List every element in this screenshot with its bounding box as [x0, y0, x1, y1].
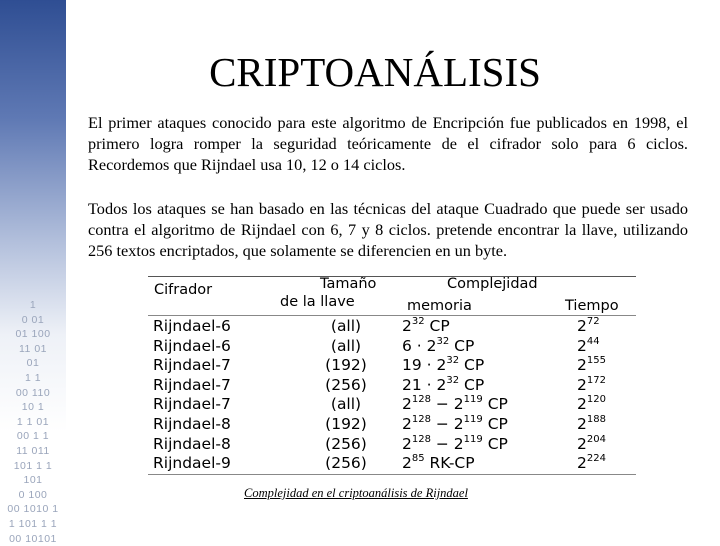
- cell-tiempo: [577, 454, 606, 473]
- table-row: [145, 435, 639, 455]
- term: CP: [425, 317, 450, 335]
- cell-tiempo: [577, 317, 600, 336]
- term: 19 · 2: [402, 356, 446, 374]
- header-tiempo: Tiempo: [565, 298, 619, 314]
- header-complejidad: Complejidad: [447, 276, 538, 292]
- binary-line: 00 1010 1: [0, 502, 66, 517]
- table-bottom-rule: [148, 474, 636, 475]
- exponent: 119: [464, 394, 483, 405]
- cell-tamano: (256): [311, 376, 381, 395]
- term: CP: [483, 435, 508, 453]
- cell-tiempo: [577, 376, 606, 395]
- term: RK-CP: [425, 454, 475, 472]
- term: 2: [402, 435, 412, 453]
- exponent: 32: [446, 355, 459, 366]
- term: 2: [577, 317, 587, 335]
- cell-cifrador: Rijndael-8: [153, 435, 231, 454]
- exponent: 44: [587, 336, 600, 347]
- cell-memoria: [402, 415, 508, 434]
- table-row: [145, 337, 639, 357]
- binary-digits-decoration: [0, 298, 66, 546]
- term: − 2: [431, 435, 464, 453]
- complexity-table: [145, 272, 639, 477]
- term: 2: [577, 435, 587, 453]
- exponent: 172: [587, 375, 606, 386]
- table-row: [145, 415, 639, 435]
- cell-memoria: [402, 376, 484, 395]
- term: 2: [577, 337, 587, 355]
- cell-tiempo: [577, 356, 606, 375]
- exponent: 128: [412, 414, 431, 425]
- exponent: 119: [464, 434, 483, 445]
- term: − 2: [431, 395, 464, 413]
- binary-line: 1 1: [0, 371, 66, 386]
- term: CP: [483, 415, 508, 433]
- binary-line: 101: [0, 473, 66, 488]
- header-tamano: Tamaño: [320, 276, 376, 292]
- exponent: 85: [412, 453, 425, 464]
- term: 2: [577, 356, 587, 374]
- table-header-rule: [148, 315, 636, 316]
- binary-line: 1 101 1 1: [0, 517, 66, 532]
- binary-line: 10 1: [0, 400, 66, 415]
- binary-line: 0 100: [0, 488, 66, 503]
- term: 2: [402, 454, 412, 472]
- cell-tamano: (192): [311, 415, 381, 434]
- cell-cifrador: Rijndael-7: [153, 395, 231, 414]
- cell-tamano: (192): [311, 356, 381, 375]
- exponent: 32: [446, 375, 459, 386]
- binary-line: 1 1 01: [0, 415, 66, 430]
- cell-tamano: (256): [311, 454, 381, 473]
- exponent: 120: [587, 394, 606, 405]
- binary-line: 01: [0, 356, 66, 371]
- binary-line: 00 1 1: [0, 429, 66, 444]
- header-cifrador: Cifrador: [154, 282, 212, 298]
- table-row: [145, 317, 639, 337]
- cell-tamano: (256): [311, 435, 381, 454]
- term: CP: [449, 337, 474, 355]
- binary-line: 11 01: [0, 342, 66, 357]
- table-top-rule: [148, 276, 636, 277]
- exponent: 128: [412, 394, 431, 405]
- paragraph-square-attack: Todos los ataques se han basado en las técnicas del ataque Cuadrado que puede ser usado contra el algoritmo de Rijndael con 6, 7 y 8 ciclos. pretende encontrar la llave, utilizando 256 textos encriptados, que solamente se diferencien en un byte.: [88, 198, 688, 261]
- exponent: 188: [587, 414, 606, 425]
- term: CP: [483, 395, 508, 413]
- header-de-la-llave: de la llave: [280, 294, 355, 310]
- cell-tiempo: [577, 395, 606, 414]
- cell-cifrador: Rijndael-6: [153, 337, 231, 356]
- term: 2: [577, 376, 587, 394]
- paragraph-first-attack: El primer ataques conocido para este algoritmo de Encripción fue publicados en 1998, el primero logra romper la seguridad teóricamente de el cifrador solo para 6 ciclos. Recordemos que Rijndael usa 10, 12 o 14 ciclos.: [88, 112, 688, 175]
- term: 21 · 2: [402, 376, 446, 394]
- table-caption: Complejidad en el criptoanálisis de Rijndael: [244, 486, 468, 501]
- term: 2: [577, 395, 587, 413]
- table-row: [145, 356, 639, 376]
- binary-line: 00 10101: [0, 532, 66, 546]
- header-memoria: memoria: [407, 298, 472, 314]
- table-row: [145, 454, 639, 474]
- term: 2: [577, 415, 587, 433]
- cell-tamano: (all): [311, 395, 381, 414]
- cell-tamano: (all): [311, 317, 381, 336]
- exponent: 32: [412, 316, 425, 327]
- term: 2: [402, 415, 412, 433]
- cell-cifrador: Rijndael-9: [153, 454, 231, 473]
- binary-line: 01 100: [0, 327, 66, 342]
- binary-line: 101 1 1: [0, 459, 66, 474]
- binary-line: 1: [0, 298, 66, 313]
- table-row: [145, 395, 639, 415]
- exponent: 155: [587, 355, 606, 366]
- cell-memoria: [402, 317, 450, 336]
- cell-cifrador: Rijndael-7: [153, 356, 231, 375]
- term: − 2: [431, 415, 464, 433]
- cell-cifrador: Rijndael-8: [153, 415, 231, 434]
- term: CP: [459, 376, 484, 394]
- exponent: 128: [412, 434, 431, 445]
- term: 2: [402, 395, 412, 413]
- exponent: 204: [587, 434, 606, 445]
- binary-line: 0 01: [0, 313, 66, 328]
- term: 2: [402, 317, 412, 335]
- term: 2: [577, 454, 587, 472]
- cell-memoria: [402, 435, 508, 454]
- cell-tiempo: [577, 415, 606, 434]
- exponent: 224: [587, 453, 606, 464]
- cell-memoria: [402, 337, 474, 356]
- binary-line: 00 110: [0, 386, 66, 401]
- term: CP: [459, 356, 484, 374]
- exponent: 72: [587, 316, 600, 327]
- cell-memoria: [402, 454, 475, 473]
- cell-tamano: (all): [311, 337, 381, 356]
- exponent: 119: [464, 414, 483, 425]
- term: 6 · 2: [402, 337, 437, 355]
- cell-tiempo: [577, 337, 600, 356]
- cell-cifrador: Rijndael-6: [153, 317, 231, 336]
- cell-memoria: [402, 356, 484, 375]
- cell-memoria: [402, 395, 508, 414]
- binary-line: 11 011: [0, 444, 66, 459]
- cell-cifrador: Rijndael-7: [153, 376, 231, 395]
- table-row: [145, 376, 639, 396]
- exponent: 32: [437, 336, 450, 347]
- cell-tiempo: [577, 435, 606, 454]
- slide-title: CRIPTOANÁLISIS: [150, 48, 600, 96]
